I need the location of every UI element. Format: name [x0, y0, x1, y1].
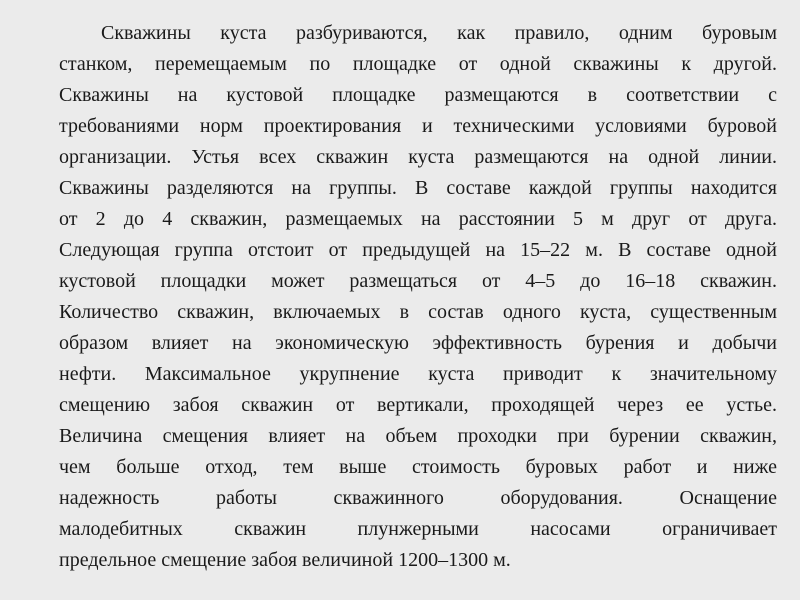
text-line-10: Количество скважин, включаемых в состав одного куста, существенным	[59, 301, 777, 323]
text-line-9: кустовой площадки может размещаться от 4–5 до 16–18 скважин.	[59, 270, 777, 292]
text-line-14: Величина смещения влияет на объем проходки при бурении скважин,	[59, 425, 777, 447]
text-line-6: Скважины разделяются на группы. В составе каждой группы находится	[59, 177, 777, 199]
text-line-16: надежность работы скважинного оборудования. Оснащение	[59, 487, 777, 509]
text-line-5: организации. Устья всех скважин куста размещаются на одной линии.	[59, 146, 777, 168]
text-line-4: требованиями норм проектирования и техническими условиями буровой	[59, 115, 777, 137]
text-line-3: Скважины на кустовой площадке размещаются в соответствии с	[59, 84, 777, 106]
text-line-1: Скважины куста разбуриваются, как правило, одним буровым	[101, 22, 777, 44]
text-line-8: Следующая группа отстоит от предыдущей на 15–22 м. В составе одной	[59, 239, 777, 261]
text-line-7: от 2 до 4 скважин, размещаемых на расстоянии 5 м друг от друга.	[59, 208, 777, 230]
text-line-15: чем больше отход, тем выше стоимость буровых работ и ниже	[59, 456, 777, 478]
text-line-11: образом влияет на экономическую эффективность бурения и добычи	[59, 332, 777, 354]
text-line-13: смещению забоя скважин от вертикали, проходящей через ее устье.	[59, 394, 777, 416]
body-paragraph	[17, 18, 777, 576]
text-line-18: предельное смещение забоя величиной 1200–1300 м.	[59, 549, 511, 571]
text-line-17: малодебитных скважин плунжерными насосами ограничивает	[59, 518, 777, 540]
text-line-2: станком, перемещаемым по площадке от одной скважины к другой.	[59, 53, 777, 75]
text-line-12: нефти. Максимальное укрупнение куста приводит к значительному	[59, 363, 777, 385]
